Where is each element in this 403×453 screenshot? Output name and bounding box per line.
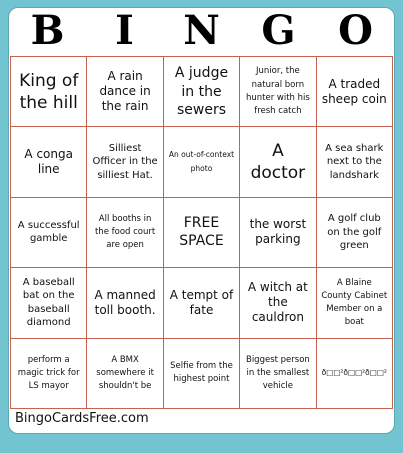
cell-label: A manned toll booth.: [94, 287, 156, 317]
cell-label: A doctor: [250, 141, 306, 184]
cell-label: A traded sheep coin: [321, 76, 387, 106]
cell-label: King of the hill: [19, 70, 79, 113]
bingo-cell[interactable]: [164, 339, 240, 409]
bingo-cell[interactable]: [164, 57, 240, 127]
bingo-card: [8, 7, 395, 434]
bingo-cell[interactable]: [317, 339, 393, 409]
bingo-header: [9, 8, 394, 54]
bingo-cell[interactable]: [317, 268, 393, 338]
bingo-cell[interactable]: [240, 198, 316, 268]
bingo-cell[interactable]: [11, 57, 87, 127]
header-letter-n: N: [183, 7, 220, 54]
bingo-cell[interactable]: [11, 268, 87, 338]
cell-label: All booths in the food court are open: [94, 213, 156, 251]
bingo-cell[interactable]: [317, 198, 393, 268]
bingo-cell[interactable]: [317, 127, 393, 197]
cell-label: A successful gamble: [17, 219, 80, 245]
cell-label: An out-of-context photo: [168, 149, 235, 174]
header-letter-o: O: [338, 7, 373, 54]
bingo-cell[interactable]: [11, 198, 87, 268]
bingo-cell[interactable]: [240, 268, 316, 338]
header-letter-b: B: [30, 7, 65, 54]
bingo-cell[interactable]: [87, 268, 163, 338]
header-letter-g: G: [261, 7, 296, 54]
cell-label: ð□□²ð□□²ð□□²: [321, 368, 387, 378]
bingo-cell[interactable]: [11, 127, 87, 197]
bingo-cell[interactable]: [87, 127, 163, 197]
cell-label: A sea shark next to the landshark: [325, 142, 384, 181]
bingo-grid: [10, 56, 393, 409]
cell-label: A golf club on the golf green: [327, 213, 382, 252]
bingo-cell[interactable]: [240, 57, 316, 127]
free-space-cell[interactable]: [164, 198, 240, 268]
bingo-cell[interactable]: [87, 57, 163, 127]
bingo-cell[interactable]: [87, 339, 163, 409]
cell-label: Biggest person in the smallest vehicle: [245, 354, 310, 391]
bingo-cell[interactable]: [164, 127, 240, 197]
cell-label: A baseball bat on the baseball diamond: [22, 276, 75, 329]
bingo-cell[interactable]: [164, 268, 240, 338]
bingo-cell[interactable]: [87, 198, 163, 268]
bingo-cell[interactable]: [240, 339, 316, 409]
bingo-cell[interactable]: [317, 57, 393, 127]
cell-label: A conga line: [24, 147, 73, 177]
cell-label: Selfie from the highest point: [170, 361, 233, 385]
cell-label: A Blaine County Cabinet Member on a boat: [321, 277, 388, 328]
cell-label: A BMX somewhere it shouldn't be: [96, 354, 154, 391]
site-footer: BingoCardsFree.com: [15, 411, 149, 426]
cell-label: A witch at the cauldron: [247, 280, 308, 325]
cell-label: Junior, the natural born hunter with his fresh catch: [245, 66, 310, 116]
cell-label: A rain dance in the rain: [99, 69, 151, 114]
cell-label: Silliest Officer in the silliest Hat.: [92, 142, 158, 181]
cell-label: A tempt of fate: [169, 287, 234, 317]
cell-label: the worst parking: [249, 217, 307, 247]
cell-label: perform a magic trick for LS mayor: [17, 354, 80, 391]
header-letter-i: I: [115, 7, 134, 54]
cell-label: A judge in the sewers: [174, 65, 229, 118]
bingo-cell[interactable]: [240, 127, 316, 197]
cell-label: FREE SPACE: [179, 215, 224, 250]
bingo-cell[interactable]: [11, 339, 87, 409]
